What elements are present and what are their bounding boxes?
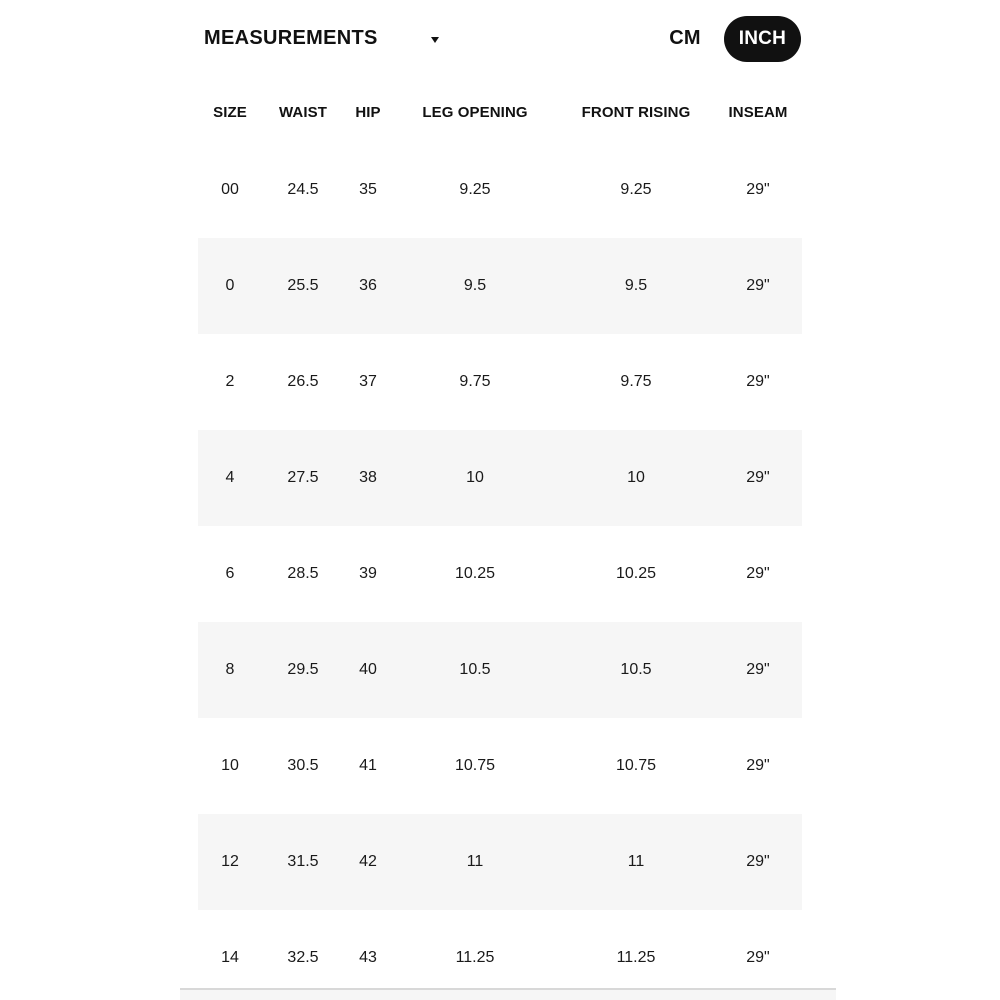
cell-waist: 32.5 — [287, 949, 319, 966]
cell-front-rising: 9.5 — [624, 277, 648, 294]
cell-waist: 29.5 — [287, 661, 319, 678]
cell-leg-opening: 9.25 — [459, 181, 491, 198]
cell-front-rising: 11.25 — [616, 949, 656, 966]
cell-hip: 36 — [359, 277, 377, 294]
cell-inseam: 29" — [746, 181, 770, 198]
cell-leg-opening: 10.25 — [454, 565, 496, 582]
cell-leg-opening: 11 — [466, 853, 484, 870]
column-header-inseam: INSEAM — [728, 103, 788, 121]
cell-leg-opening: 10.5 — [459, 661, 491, 678]
cell-size: 14 — [221, 949, 239, 966]
cell-hip: 37 — [359, 373, 377, 390]
table-row — [198, 334, 802, 430]
size-guide-header — [204, 15, 801, 62]
cell-inseam: 29" — [746, 469, 770, 486]
cell-hip: 38 — [359, 469, 377, 486]
measurements-dropdown[interactable] — [204, 27, 439, 50]
cell-size: 12 — [221, 853, 239, 870]
cell-waist: 24.5 — [287, 181, 319, 198]
column-header-size: SIZE — [213, 103, 247, 121]
cell-hip: 42 — [359, 853, 377, 870]
cell-waist: 31.5 — [287, 853, 319, 870]
cell-size: 0 — [225, 277, 235, 294]
column-header-waist: WAIST — [279, 103, 327, 121]
cell-hip: 43 — [359, 949, 377, 966]
caret-down-icon — [431, 37, 439, 43]
cell-front-rising: 10.5 — [620, 661, 652, 678]
cell-leg-opening: 10.75 — [454, 757, 496, 774]
column-header-leg-opening: LEG OPENING — [422, 103, 528, 121]
cell-leg-opening: 9.5 — [463, 277, 487, 294]
cell-inseam: 29" — [746, 949, 770, 966]
cell-waist: 30.5 — [287, 757, 319, 774]
page-title: MEASUREMENTS — [204, 27, 378, 49]
cell-inseam: 29" — [746, 661, 770, 678]
cell-inseam: 29" — [746, 853, 770, 870]
table-row — [198, 142, 802, 238]
unit-toggle-inch[interactable]: INCH — [724, 16, 801, 62]
measurements-table — [198, 95, 802, 1000]
cell-waist: 27.5 — [287, 469, 319, 486]
column-header-hip: HIP — [355, 103, 381, 121]
cell-leg-opening: 10 — [466, 469, 484, 486]
table-row — [198, 238, 802, 334]
table-row — [198, 718, 802, 814]
cell-size: 00 — [221, 181, 239, 198]
cell-size: 10 — [221, 757, 239, 774]
cell-inseam: 29" — [746, 373, 770, 390]
cell-size: 2 — [225, 373, 235, 390]
cell-leg-opening: 11.25 — [455, 949, 495, 966]
cell-size: 6 — [225, 565, 235, 582]
cell-waist: 25.5 — [287, 277, 319, 294]
cell-front-rising: 10.75 — [615, 757, 657, 774]
table-header-row — [198, 95, 802, 129]
cell-front-rising: 9.75 — [620, 373, 652, 390]
table-row — [198, 430, 802, 526]
unit-toggle-cm[interactable]: CM — [669, 27, 701, 49]
cell-waist: 28.5 — [287, 565, 319, 582]
cell-front-rising: 10.25 — [615, 565, 657, 582]
cell-hip: 39 — [359, 565, 377, 582]
cell-inseam: 29" — [746, 565, 770, 582]
cell-leg-opening: 9.75 — [459, 373, 491, 390]
cell-hip: 35 — [359, 181, 377, 198]
cell-front-rising: 9.25 — [620, 181, 652, 198]
table-row — [198, 526, 802, 622]
next-section-edge — [180, 985, 836, 1000]
cell-hip: 41 — [359, 757, 377, 774]
table-row — [198, 622, 802, 718]
table-row — [198, 814, 802, 910]
cell-front-rising: 11 — [627, 853, 645, 870]
cell-size: 8 — [225, 661, 235, 678]
cell-size: 4 — [225, 469, 235, 486]
column-header-front-rising: FRONT RISING — [581, 103, 691, 121]
cell-inseam: 29" — [746, 277, 770, 294]
cell-front-rising: 10 — [627, 469, 645, 486]
cell-inseam: 29" — [746, 757, 770, 774]
cell-hip: 40 — [359, 661, 377, 678]
cell-waist: 26.5 — [287, 373, 319, 390]
